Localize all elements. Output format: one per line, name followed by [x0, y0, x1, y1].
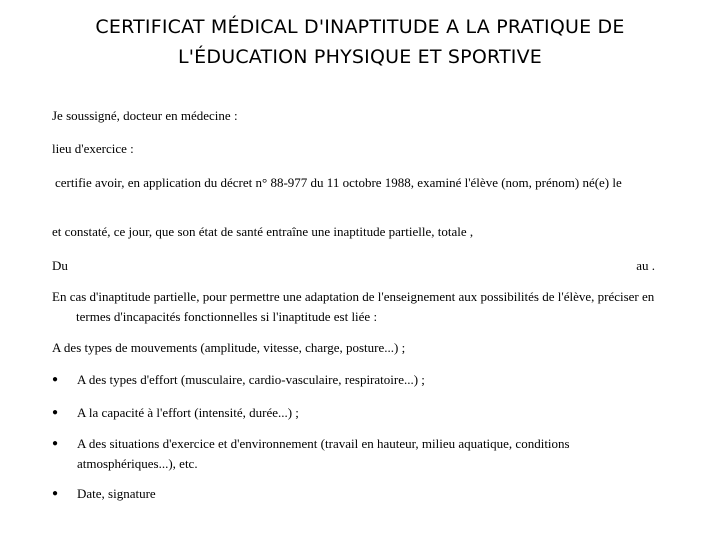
list-item [52, 370, 667, 390]
bullet-icon: ● [52, 438, 59, 449]
document-title [0, 12, 720, 72]
inaptitude-partielle-paragraph: En cas d'inaptitude partielle, pour permettre une adaptation de l'enseignement aux possibilités de l'élève, préciser en termes d'incapacités fonctionnelles si l'inaptitude est liée : [52, 289, 655, 324]
title-line-1: CERTIFICAT MÉDICAL D'INAPTITUDE A LA PRATIQUE DE [95, 16, 625, 38]
lieu-exercice-line: lieu d'exercice : [52, 141, 134, 156]
bullet-icon: ● [52, 374, 59, 385]
au-label: au . [636, 258, 655, 273]
types-mouvements-line: A des types de mouvements (amplitude, vitesse, charge, posture...) ; [52, 340, 406, 355]
list-item [52, 484, 667, 504]
list-item-text: Date, signature [77, 486, 156, 501]
list-item-text: A des types d'effort (musculaire, cardio-vasculaire, respiratoire...) ; [77, 372, 425, 387]
du-label: Du [52, 258, 68, 273]
title-line-2: L'ÉDUCATION PHYSIQUE ET SPORTIVE [177, 46, 543, 68]
date-range-line [52, 256, 667, 276]
certifie-paragraph: certifie avoir, en application du décret n° 88-977 du 11 octobre 1988, examiné l'élève (nom, prénom) né(e) le [55, 175, 622, 190]
bullet-icon: ● [52, 407, 59, 418]
bullet-icon: ● [52, 488, 59, 499]
constate-line: et constaté, ce jour, que son état de santé entraîne une inaptitude partielle, totale , [52, 224, 474, 239]
list-item-text: A des situations d'exercice et d'environnement (travail en hauteur, milieu aquatique, conditions atmosphériques...), etc. [77, 436, 570, 471]
list-item-text: A la capacité à l'effort (intensité, durée...) ; [77, 405, 299, 420]
list-item [52, 434, 667, 474]
list-item [52, 403, 667, 423]
soussigne-line: Je soussigné, docteur en médecine : [52, 108, 238, 123]
